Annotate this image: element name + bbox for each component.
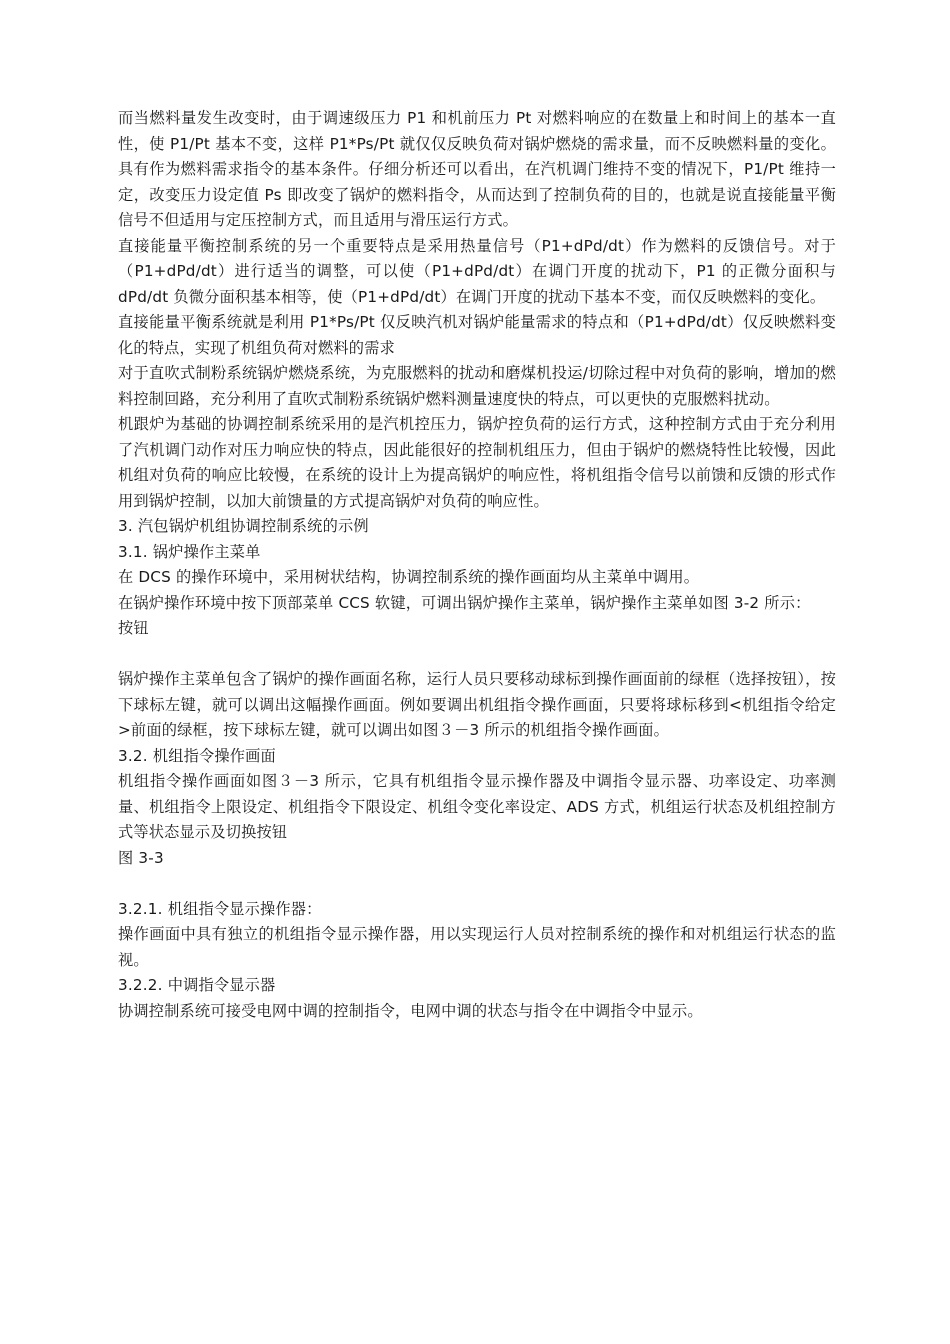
paragraph: 在锅炉操作环境中按下顶部菜单 CCS 软键，可调出锅炉操作主菜单，锅炉操作主菜单如图 3-2 所示： bbox=[118, 593, 811, 612]
figure-label: 图 3-3 bbox=[118, 848, 164, 867]
paragraph: 而当燃料量发生改变时，由于调速级压力 P1 和机前压力 Pt 对燃料响应的在数量上和时间上的基本一直性，使 P1/Pt 基本不变，这样 P1*Ps/Pt 就仅仅反映负荷对锅炉燃烧的需求量，而不反映燃料量的变化。具有作为燃料需求指令的基本条件。仔细分析还可以看出，在汽机调门维持不变的情况下，P1/Pt 维持一定，改变压力设定值 Ps 即改变了锅炉的燃料指令，从而达到了控制负荷的目的，也就是说直接能量平衡信号不但适用与定压控制方式，而且适用与滑压运行方式。 bbox=[118, 109, 836, 229]
section-heading: 3.2.2. 中调指令显示器 bbox=[118, 976, 276, 994]
paragraph: 按钮 bbox=[118, 619, 149, 637]
paragraph: 协调控制系统可接受电网中调的控制指令，电网中调的状态与指令在中调指令中显示。 bbox=[118, 1001, 703, 1020]
paragraph: 在 DCS 的操作环境中，采用树状结构，协调控制系统的操作画面均从主菜单中调用。 bbox=[118, 568, 700, 586]
paragraph: 直接能量平衡控制系统的另一个重要特点是采用热量信号（P1+dPd/dt）作为燃料的反馈信号。对于（P1+dPd/dt）进行适当的调整，可以使（P1+dPd/dt）在调门开度的扰动下，P1 的正微分面积与 dPd/dt 负微分面积基本相等，使（P1+dPd/dt）在调门开度的扰动下基本不变，而仅反映燃料的变化。 bbox=[118, 236, 836, 306]
paragraph: 操作画面中具有独立的机组指令显示操作器，用以实现运行人员对控制系统的操作和对机组运行状态的监视。 bbox=[118, 925, 836, 969]
blank-line bbox=[118, 871, 836, 897]
paragraph: 机组指令操作画面如图３－3 所示，它具有机组指令显示操作器及中调指令显示器、功率设定、功率测量、机组指令上限设定、机组指令下限设定、机组令变化率设定、ADS 方式，机组运行状态及机组控制方式等状态显示及切换按钮 bbox=[118, 772, 836, 841]
paragraph: 机跟炉为基础的协调控制系统采用的是汽机控压力，锅炉控负荷的运行方式，这种控制方式由于充分利用了汽机调门动作对压力响应快的特点，因此能很好的控制机组压力，但由于锅炉的燃烧特性比较慢，因此机组对负荷的响应比较慢，在系统的设计上为提高锅炉的响应性，将机组指令信号以前馈和反馈的形式作用到锅炉控制，以加大前馈量的方式提高锅炉对负荷的响应性。 bbox=[118, 415, 836, 510]
section-heading: 3.1. 锅炉操作主菜单 bbox=[118, 542, 261, 561]
paragraph: 锅炉操作主菜单包含了锅炉的操作画面名称，运行人员只要移动球标到操作画面前的绿框（选择按钮），按下球标左键，就可以调出这幅操作画面。例如要调出机组指令操作画面，只要将球标移到<机组指令给定>前面的绿框，按下球标左键，就可以调出如图３－3 所示的机组指令操作画面。 bbox=[118, 670, 836, 739]
section-heading: 3.2. 机组指令操作画面 bbox=[118, 746, 276, 765]
document-page bbox=[118, 106, 836, 1024]
blank-line bbox=[118, 642, 836, 668]
section-heading: 3.2.1. 机组指令显示操作器： bbox=[118, 899, 322, 918]
paragraph: 对于直吹式制粉系统锅炉燃烧系统，为克服燃料的扰动和磨煤机投运/切除过程中对负荷的影响，增加的燃料控制回路，充分利用了直吹式制粉系统锅炉燃料测量速度快的特点，可以更快的克服燃料扰动。 bbox=[118, 364, 836, 408]
section-heading: 3. 汽包锅炉机组协调控制系统的示例 bbox=[118, 517, 369, 535]
paragraph: 直接能量平衡系统就是利用 P1*Ps/Pt 仅反映汽机对锅炉能量需求的特点和（P1+dPd/dt）仅反映燃料变化的特点，实现了机组负荷对燃料的需求 bbox=[118, 313, 836, 357]
